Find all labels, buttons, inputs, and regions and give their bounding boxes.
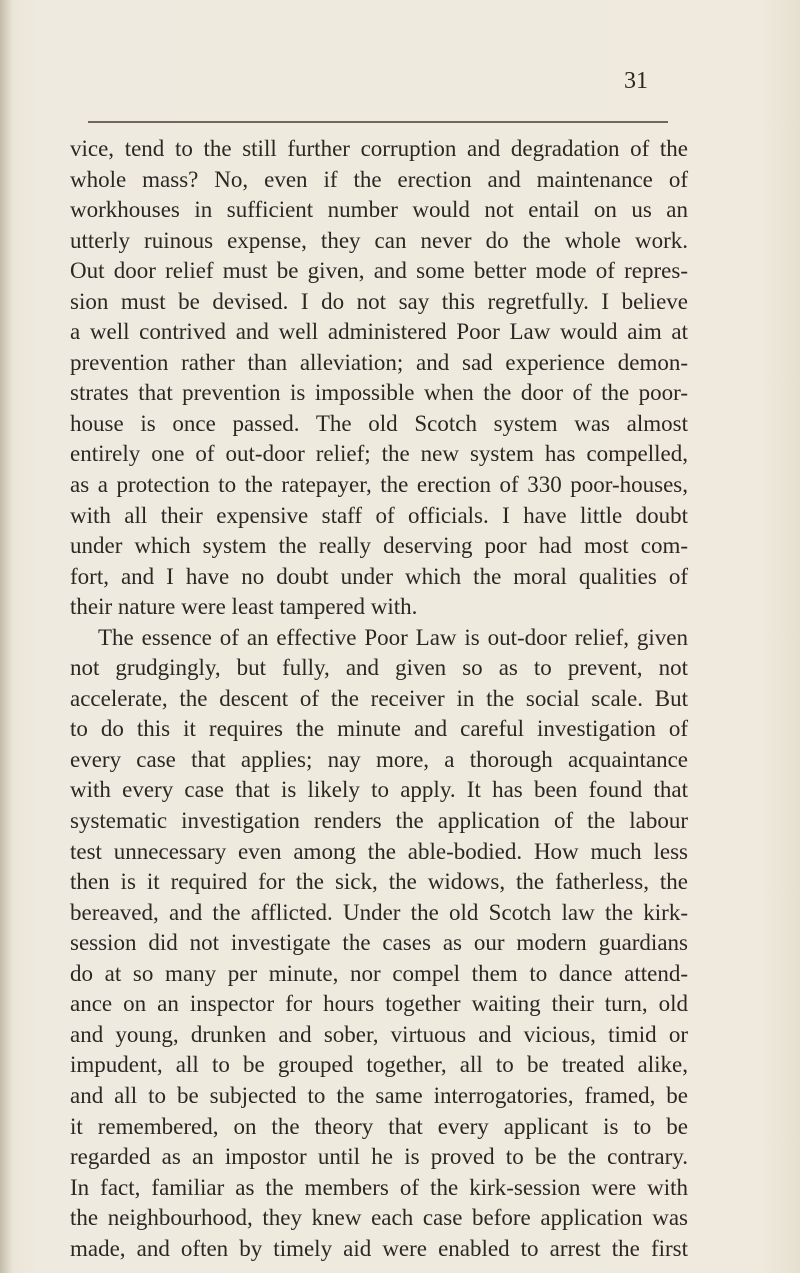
text-line: ance on an inspector for hours together waiting their turn, old [70,991,688,1017]
text-line: Out door relief must be given, and some better mode of repres- [70,258,688,284]
text-line: fort, and I have no doubt under which the moral qualities of [70,563,688,589]
text-line: sion must be devised. I do not say this regretfully. I believe [70,288,688,314]
text-line: and all to be subjected to the same interrogatories, framed, be [70,1082,688,1108]
text-line: utterly ruinous expense, they can never do the whole work. [70,227,688,253]
text-line: test unnecessary even among the able-bodied. How much less [70,838,688,864]
header-rule [88,121,668,123]
text-line: regarded as an impostor until he is proved to be the contrary. [70,1144,688,1170]
text-line: do at so many per minute, nor compel them to dance attend- [70,960,688,986]
text-line: a well contrived and well administered Poor Law would aim at [70,319,688,345]
text-line: whole mass? No, even if the erection and maintenance of [70,166,688,192]
text-line: systematic investigation renders the application of the labour [70,808,688,834]
text-line: The essence of an effective Poor Law is out-door relief, given [98,624,688,650]
text-line: made, and often by timely aid were enabled to arrest the first [70,1235,688,1261]
text-line: with all their expensive staff of officials. I have little doubt [70,502,688,528]
text-line: bereaved, and the afflicted. Under the old Scotch law the kirk- [70,899,688,925]
text-line: not grudgingly, but fully, and given so as to prevent, not [70,655,688,681]
text-line: workhouses in sufficient number would not entail on us an [70,197,688,223]
text-line: to do this it requires the minute and careful investigation of [70,716,688,742]
text-line: entirely one of out-door relief; the new system has compelled, [70,441,688,467]
text-line: it remembered, on the theory that every applicant is to be [70,1113,688,1139]
text-line: with every case that is likely to apply. It has been found that [70,777,688,803]
text-line: accelerate, the descent of the receiver in the social scale. But [70,685,688,711]
gutter-shadow [0,0,12,1273]
text-line: strates that prevention is impossible when the door of the poor- [70,380,688,406]
text-line: session did not investigate the cases as our modern guardians [70,930,688,956]
text-line: their nature were least tampered with. [70,594,418,620]
text-line: impudent, all to be grouped together, all to be treated alike, [70,1052,688,1078]
text-line: as a protection to the ratepayer, the erection of 330 poor-houses, [70,472,688,498]
text-line: In fact, familiar as the members of the kirk-session were with [70,1174,688,1200]
text-line: prevention rather than alleviation; and sad experience demon- [70,349,688,375]
text-line: house is once passed. The old Scotch system was almost [70,410,688,436]
text-line: and young, drunken and sober, virtuous and vicious, timid or [70,1021,688,1047]
body-text [70,134,688,1264]
text-line: every case that applies; nay more, a thorough acquaintance [70,746,688,772]
text-line: under which system the really deserving poor had most com- [70,533,688,559]
text-line: the neighbourhood, they knew each case before application was [70,1205,688,1231]
page-number: 31 [624,68,648,94]
text-line: then is it required for the sick, the widows, the fatherless, the [70,869,688,895]
text-line: vice, tend to the still further corruption and degradation of the [70,136,688,161]
